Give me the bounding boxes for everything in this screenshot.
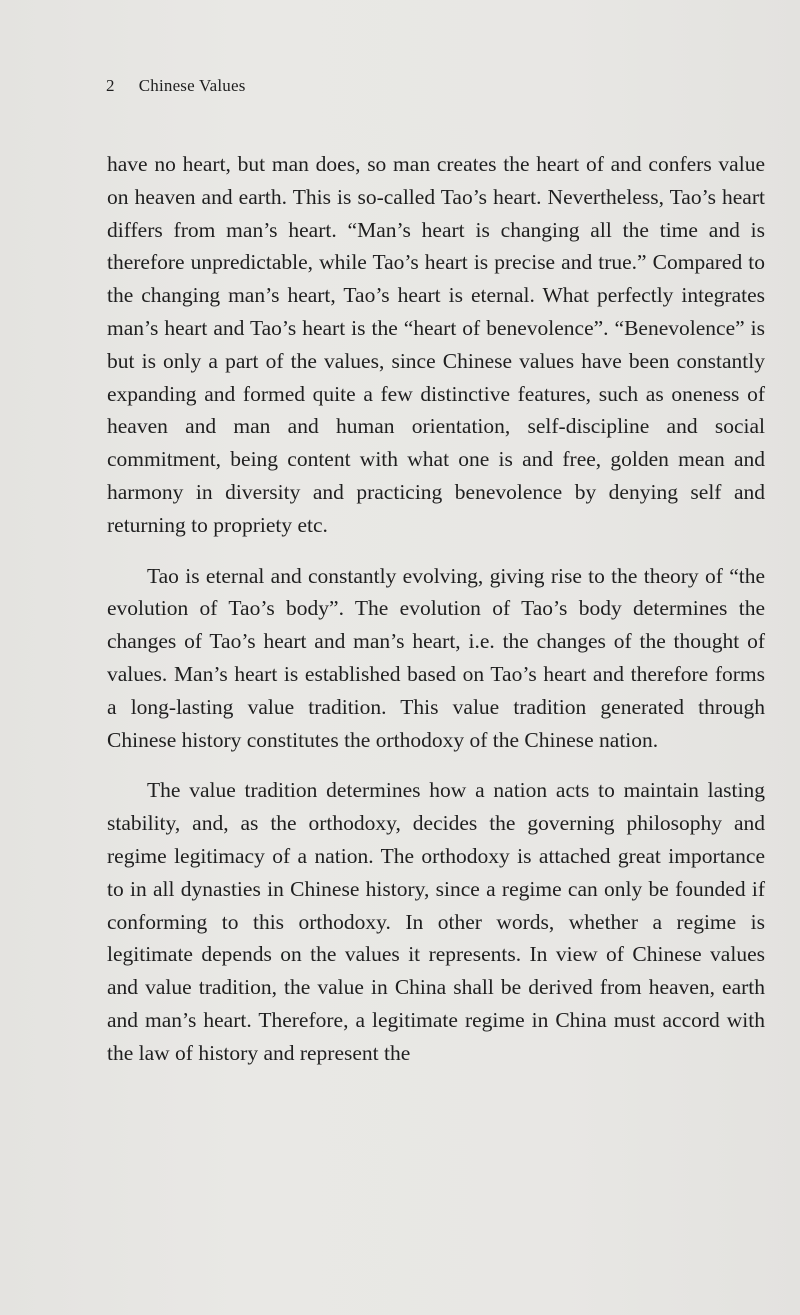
- running-title: Chinese Values: [138, 76, 246, 95]
- body-text: [107, 148, 765, 1070]
- running-header: [106, 76, 246, 96]
- paragraph-1: have no heart, but man does, so man creates the heart of and confers value on heaven and earth. This is so-called Tao’s heart. Nevertheless, Tao’s heart differs from man’s heart. “Man’s heart is changing all the time and is therefore unpredictable, while Tao’s heart is precise and true.” Compared to the changing man’s heart, Tao’s heart is eternal. What perfectly integrates man’s heart and Tao’s heart is the “heart of benevolence”. “Benevolence” is but is only a part of the values, since Chinese values have been constantly expanding and formed quite a few distinctive features, such as oneness of heaven and man and human orientation, self-discipline and social commitment, being content with what one is and free, golden mean and harmony in diversity and practicing benevolence by denying self and returning to propriety etc.: [107, 152, 765, 537]
- paragraph-3: The value tradition determines how a nation acts to maintain lasting stability, and, as the orthodoxy, decides the governing philosophy and regime legitimacy of a nation. The orthodoxy is attached great importance to in all dynasties in Chinese history, since a regime can only be founded if conforming to this orthodoxy. In other words, whether a regime is legitimate depends on the values it represents. In view of Chinese values and value tradition, the value in China shall be derived from heaven, earth and man’s heart. Therefore, a legitimate regime in China must accord with the law of history and represent the: [107, 778, 765, 1065]
- paragraph-2: Tao is eternal and constantly evolving, giving rise to the theory of “the evolution of Tao’s body”. The evolution of Tao’s body determines the changes of Tao’s heart and man’s heart, i.e. the changes of the thought of values. Man’s heart is established based on Tao’s heart and therefore forms a long-lasting value tradition. This value tradition generated through Chinese history constitutes the orthodoxy of the Chinese nation.: [107, 563, 765, 752]
- page-number: 2: [106, 76, 115, 95]
